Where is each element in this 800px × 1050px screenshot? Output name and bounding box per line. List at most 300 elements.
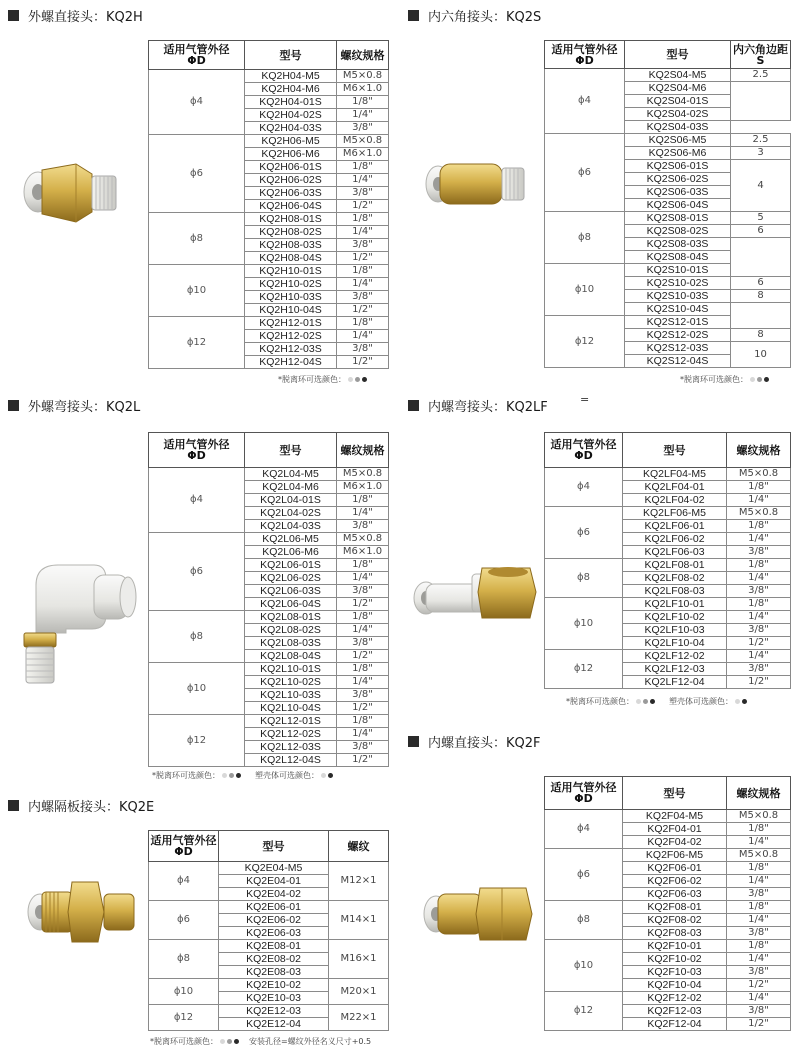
spec-cell: M20×1 xyxy=(329,979,389,1005)
model-cell: KQ2LF06-02 xyxy=(623,533,727,546)
spec-cell: M5×0.8 xyxy=(727,468,791,481)
spec-cell: 3/8" xyxy=(337,291,389,304)
model-cell: KQ2F04-M5 xyxy=(623,810,727,823)
color-dot-mid xyxy=(643,699,648,704)
tube-diameter-cell: ϕ4 xyxy=(545,69,625,134)
spec-cell: 1/8" xyxy=(337,161,389,174)
model-cell: KQ2S06-M5 xyxy=(625,134,731,147)
model-cell: KQ2L04-M5 xyxy=(245,468,337,481)
spec-cell: 1/8" xyxy=(337,96,389,109)
table-row xyxy=(545,598,791,611)
tube-diameter-cell: ϕ8 xyxy=(545,559,623,598)
spec-cell: 1/4" xyxy=(727,836,791,849)
model-cell: KQ2E08-03 xyxy=(219,966,329,979)
model-cell: KQ2H06-02S xyxy=(245,174,337,187)
kq2f-fitting-photo xyxy=(418,880,536,950)
spec-cell: 1/4" xyxy=(727,533,791,546)
table-row xyxy=(149,70,389,83)
model-cell: KQ2S10-04S xyxy=(625,303,731,316)
model-cell: KQ2H12-02S xyxy=(245,330,337,343)
color-dot-dark xyxy=(764,377,769,382)
model-cell: KQ2L12-01S xyxy=(245,715,337,728)
spec-cell: M12×1 xyxy=(329,862,389,901)
color-dot-mid xyxy=(757,377,762,382)
color-dot-dark xyxy=(742,699,747,704)
table-row xyxy=(545,901,791,914)
model-cell: KQ2LF12-04 xyxy=(623,676,727,689)
model-cell: KQ2L08-02S xyxy=(245,624,337,637)
model-cell: KQ2E06-02 xyxy=(219,914,329,927)
column-header: 型号 xyxy=(623,777,727,810)
spec-cell: 1/8" xyxy=(337,494,389,507)
color-dot-light xyxy=(636,699,641,704)
model-cell: KQ2H06-01S xyxy=(245,161,337,174)
spec-table-kq2l xyxy=(148,432,389,767)
model-cell: KQ2E12-04 xyxy=(219,1018,329,1031)
spec-cell: 5 xyxy=(731,212,791,225)
kq2lf-fitting-photo xyxy=(410,560,538,640)
spec-cell: 4 xyxy=(731,160,791,212)
model-cell: KQ2F10-03 xyxy=(623,966,727,979)
spec-cell: 6 xyxy=(731,225,791,238)
spec-cell: 1/4" xyxy=(337,330,389,343)
column-header: 适用气管外径 ΦD xyxy=(545,777,623,810)
model-cell: KQ2F10-02 xyxy=(623,953,727,966)
model-cell: KQ2F12-02 xyxy=(623,992,727,1005)
spec-cell: 1/2" xyxy=(337,200,389,213)
model-cell: KQ2H12-03S xyxy=(245,343,337,356)
model-cell: KQ2E10-03 xyxy=(219,992,329,1005)
spec-cell: 1/2" xyxy=(727,637,791,650)
kq2h-fitting-photo xyxy=(16,150,126,240)
spec-table-kq2s xyxy=(544,40,791,368)
column-header: 适用气管外径 ΦD xyxy=(149,433,245,468)
model-cell: KQ2F08-02 xyxy=(623,914,727,927)
column-header: 型号 xyxy=(623,433,727,468)
tube-diameter-cell: ϕ10 xyxy=(545,940,623,992)
table-row xyxy=(545,134,791,147)
table-row xyxy=(149,901,389,914)
color-dot-light xyxy=(222,773,227,778)
model-cell: KQ2F06-01 xyxy=(623,862,727,875)
spec-table-kq2lf xyxy=(544,432,791,689)
model-cell: KQ2S06-M6 xyxy=(625,147,731,160)
tube-diameter-cell: ϕ10 xyxy=(545,264,625,316)
model-cell: KQ2L06-M5 xyxy=(245,533,337,546)
spec-cell: M14×1 xyxy=(329,901,389,940)
tube-diameter-cell: ϕ12 xyxy=(149,715,245,767)
spec-cell: 1/8" xyxy=(727,862,791,875)
column-header: 型号 xyxy=(245,433,337,468)
model-cell: KQ2LF10-03 xyxy=(623,624,727,637)
spec-cell: 8 xyxy=(731,329,791,342)
tube-diameter-cell: ϕ12 xyxy=(149,1005,219,1031)
square-bullet-icon xyxy=(8,800,19,811)
model-cell: KQ2LF10-02 xyxy=(623,611,727,624)
spec-cell: 1/2" xyxy=(727,979,791,992)
spec-cell: 1/4" xyxy=(727,611,791,624)
spec-cell: M5×0.8 xyxy=(337,533,389,546)
tube-diameter-cell: ϕ8 xyxy=(545,212,625,264)
model-cell: KQ2E04-01 xyxy=(219,875,329,888)
spec-cell: 3/8" xyxy=(337,585,389,598)
spec-cell: 1/4" xyxy=(727,953,791,966)
spec-cell: 3/8" xyxy=(337,187,389,200)
spec-cell: 1/2" xyxy=(727,1018,791,1031)
note-kq2e: *脱离环可选颜色： 安装孔径=螺纹外径名义尺寸+0.5 xyxy=(150,1037,372,1046)
tube-diameter-cell: ϕ10 xyxy=(149,265,245,317)
model-cell: KQ2S08-01S xyxy=(625,212,731,225)
spec-cell: 1/2" xyxy=(337,304,389,317)
model-cell: KQ2F12-04 xyxy=(623,1018,727,1031)
spec-cell: 8 xyxy=(731,290,791,303)
model-cell: KQ2S06-01S xyxy=(625,160,731,173)
table-row xyxy=(545,810,791,823)
color-dot-dark xyxy=(362,377,367,382)
spec-cell: M6×1.0 xyxy=(337,83,389,96)
spec-cell: 1/8" xyxy=(727,520,791,533)
spec-cell: 1/8" xyxy=(337,265,389,278)
model-cell: KQ2S08-03S xyxy=(625,238,731,251)
model-cell: KQ2H06-04S xyxy=(245,200,337,213)
model-cell: KQ2S04-03S xyxy=(625,121,731,134)
model-cell: KQ2H04-01S xyxy=(245,96,337,109)
column-header: 螺纹规格 xyxy=(727,433,791,468)
square-bullet-icon xyxy=(8,400,19,411)
model-cell: KQ2LF08-01 xyxy=(623,559,727,572)
model-cell: KQ2S04-02S xyxy=(625,108,731,121)
spec-cell xyxy=(731,238,791,277)
spec-cell: 1/2" xyxy=(337,754,389,767)
spec-cell: 2.5 xyxy=(731,69,791,82)
model-cell: KQ2LF04-02 xyxy=(623,494,727,507)
model-cell: KQ2S04-M5 xyxy=(625,69,731,82)
spec-table-kq2f xyxy=(544,776,791,1031)
table-row xyxy=(545,507,791,520)
model-cell: KQ2E06-01 xyxy=(219,901,329,914)
model-cell: KQ2L06-M6 xyxy=(245,546,337,559)
spec-cell: 1/8" xyxy=(727,559,791,572)
model-cell: KQ2E10-02 xyxy=(219,979,329,992)
color-dot-dark xyxy=(234,1039,239,1044)
tube-diameter-cell: ϕ10 xyxy=(149,663,245,715)
spec-cell: 3/8" xyxy=(337,122,389,135)
column-header: 型号 xyxy=(625,41,731,69)
square-bullet-icon xyxy=(408,400,419,411)
spec-cell: 3/8" xyxy=(337,637,389,650)
model-cell: KQ2E08-02 xyxy=(219,953,329,966)
spec-cell: M6×1.0 xyxy=(337,481,389,494)
note-kq2h: *脱离环可选颜色： xyxy=(278,374,367,385)
model-cell: KQ2F08-01 xyxy=(623,901,727,914)
table-row xyxy=(149,663,389,676)
column-header: 适用气管外径 ΦD xyxy=(545,41,625,69)
table-row xyxy=(149,715,389,728)
model-cell: KQ2S08-04S xyxy=(625,251,731,264)
spec-cell: 1/4" xyxy=(337,109,389,122)
tube-diameter-cell: ϕ6 xyxy=(149,533,245,611)
spec-cell: M6×1.0 xyxy=(337,546,389,559)
model-cell: KQ2L12-04S xyxy=(245,754,337,767)
spec-cell: 1/2" xyxy=(337,252,389,265)
spec-cell: 1/4" xyxy=(337,728,389,741)
spec-cell: 1/8" xyxy=(337,317,389,330)
model-cell: KQ2F08-03 xyxy=(623,927,727,940)
model-cell: KQ2F04-01 xyxy=(623,823,727,836)
color-dot-light xyxy=(321,773,326,778)
model-cell: KQ2S04-01S xyxy=(625,95,731,108)
spec-cell: 1/4" xyxy=(337,676,389,689)
spec-cell: 3/8" xyxy=(727,927,791,940)
table-row xyxy=(149,213,389,226)
model-cell: KQ2H12-01S xyxy=(245,317,337,330)
column-header: 内六角边距 S xyxy=(731,41,791,69)
spec-cell: 1/8" xyxy=(727,598,791,611)
column-header: 螺纹规格 xyxy=(727,777,791,810)
kq2l-fitting-photo xyxy=(6,555,142,695)
spec-cell: 3 xyxy=(731,147,791,160)
model-cell: KQ2LF10-04 xyxy=(623,637,727,650)
spec-cell: 3/8" xyxy=(727,585,791,598)
table-row xyxy=(149,265,389,278)
model-cell: KQ2H08-03S xyxy=(245,239,337,252)
tube-diameter-cell: ϕ12 xyxy=(545,650,623,689)
spec-cell: 3/8" xyxy=(337,689,389,702)
table-row xyxy=(149,1005,389,1018)
table-row xyxy=(545,468,791,481)
spec-cell: 3/8" xyxy=(337,741,389,754)
model-cell: KQ2H06-03S xyxy=(245,187,337,200)
tube-diameter-cell: ϕ10 xyxy=(149,979,219,1005)
section-title-kq2h: 外螺直接头：KQ2H xyxy=(8,6,143,25)
spec-cell: 3/8" xyxy=(727,624,791,637)
spec-cell: 1/4" xyxy=(727,494,791,507)
spec-cell: 1/4" xyxy=(337,507,389,520)
spec-cell: 1/8" xyxy=(337,715,389,728)
note-kq2l: *脱离环可选颜色： 塑壳体可选颜色： xyxy=(152,770,333,781)
model-cell: KQ2S12-03S xyxy=(625,342,731,355)
model-cell: KQ2H08-02S xyxy=(245,226,337,239)
spec-cell: M5×0.8 xyxy=(727,849,791,862)
model-cell: KQ2L10-03S xyxy=(245,689,337,702)
tube-diameter-cell: ϕ4 xyxy=(149,862,219,901)
tube-diameter-cell: ϕ4 xyxy=(149,70,245,135)
spec-table-kq2h xyxy=(148,40,389,369)
model-cell: KQ2H08-01S xyxy=(245,213,337,226)
model-cell: KQ2LF12-03 xyxy=(623,663,727,676)
spec-cell: 1/8" xyxy=(337,213,389,226)
table-row xyxy=(545,69,791,82)
model-cell: KQ2E08-01 xyxy=(219,940,329,953)
model-cell: KQ2S12-04S xyxy=(625,355,731,368)
color-dot-dark xyxy=(236,773,241,778)
column-header: 适用气管外径 ΦD xyxy=(149,41,245,70)
spec-cell: 1/8" xyxy=(337,611,389,624)
model-cell: KQ2H06-M6 xyxy=(245,148,337,161)
spec-cell: M5×0.8 xyxy=(337,135,389,148)
spec-cell: 1/8" xyxy=(337,663,389,676)
color-dot-mid xyxy=(227,1039,232,1044)
model-cell: KQ2E04-02 xyxy=(219,888,329,901)
model-cell: KQ2L08-04S xyxy=(245,650,337,663)
column-header: 适用气管外径 ΦD xyxy=(545,433,623,468)
model-cell: KQ2L04-01S xyxy=(245,494,337,507)
model-cell: KQ2LF08-02 xyxy=(623,572,727,585)
model-cell: KQ2E12-03 xyxy=(219,1005,329,1018)
table-row xyxy=(149,979,389,992)
spec-cell: 1/8" xyxy=(727,940,791,953)
section-title-kq2lf: 内螺弯接头：KQ2LF xyxy=(408,396,548,415)
stray-mark: = xyxy=(580,393,590,406)
table-row xyxy=(545,940,791,953)
color-dot-light xyxy=(750,377,755,382)
model-cell: KQ2S12-01S xyxy=(625,316,731,329)
kq2s-fitting-photo xyxy=(418,150,530,220)
model-cell: KQ2F06-02 xyxy=(623,875,727,888)
table-row xyxy=(545,212,791,225)
spec-cell: 3/8" xyxy=(727,966,791,979)
model-cell: KQ2S12-02S xyxy=(625,329,731,342)
spec-cell: 1/2" xyxy=(337,598,389,611)
spec-cell: 1/2" xyxy=(727,676,791,689)
tube-diameter-cell: ϕ6 xyxy=(545,134,625,212)
model-cell: KQ2H10-04S xyxy=(245,304,337,317)
color-dot-light xyxy=(348,377,353,382)
note-kq2s: *脱离环可选颜色： xyxy=(680,374,769,385)
tube-diameter-cell: ϕ6 xyxy=(545,849,623,901)
model-cell: KQ2F04-02 xyxy=(623,836,727,849)
model-cell: KQ2H10-01S xyxy=(245,265,337,278)
spec-cell: 1/4" xyxy=(337,174,389,187)
spec-table-kq2e xyxy=(148,830,389,1031)
spec-cell: 6 xyxy=(731,277,791,290)
color-dot-dark xyxy=(650,699,655,704)
square-bullet-icon xyxy=(8,10,19,21)
spec-cell xyxy=(731,82,791,121)
kq2e-fitting-photo xyxy=(20,870,142,960)
color-dot-mid xyxy=(355,377,360,382)
model-cell: KQ2LF06-01 xyxy=(623,520,727,533)
square-bullet-icon xyxy=(408,736,419,747)
tube-diameter-cell: ϕ12 xyxy=(545,316,625,368)
table-row xyxy=(149,533,389,546)
model-cell: KQ2L06-02S xyxy=(245,572,337,585)
table-row xyxy=(545,650,791,663)
color-dot-light xyxy=(735,699,740,704)
model-cell: KQ2S10-02S xyxy=(625,277,731,290)
model-cell: KQ2H10-03S xyxy=(245,291,337,304)
column-header: 型号 xyxy=(219,831,329,862)
color-dot-mid xyxy=(229,773,234,778)
color-dot-light xyxy=(220,1039,225,1044)
model-cell: KQ2E06-03 xyxy=(219,927,329,940)
table-row xyxy=(149,940,389,953)
model-cell: KQ2S10-01S xyxy=(625,264,731,277)
table-row xyxy=(149,468,389,481)
spec-cell: 3/8" xyxy=(727,663,791,676)
model-cell: KQ2LF08-03 xyxy=(623,585,727,598)
section-title-kq2l: 外螺弯接头：KQ2L xyxy=(8,396,140,415)
spec-cell: M5×0.8 xyxy=(337,468,389,481)
spec-cell: 3/8" xyxy=(337,343,389,356)
tube-diameter-cell: ϕ8 xyxy=(149,213,245,265)
spec-cell: 1/4" xyxy=(727,992,791,1005)
spec-cell: 10 xyxy=(731,342,791,368)
model-cell: KQ2L06-03S xyxy=(245,585,337,598)
model-cell: KQ2L06-01S xyxy=(245,559,337,572)
table-row xyxy=(149,135,389,148)
model-cell: KQ2S06-04S xyxy=(625,199,731,212)
table-row xyxy=(545,992,791,1005)
tube-diameter-cell: ϕ8 xyxy=(149,940,219,979)
square-bullet-icon xyxy=(408,10,419,21)
model-cell: KQ2H04-M5 xyxy=(245,70,337,83)
spec-cell: 1/2" xyxy=(337,650,389,663)
model-cell: KQ2F06-M5 xyxy=(623,849,727,862)
model-cell: KQ2S10-03S xyxy=(625,290,731,303)
model-cell: KQ2E04-M5 xyxy=(219,862,329,875)
spec-cell: 1/4" xyxy=(727,572,791,585)
table-row xyxy=(149,611,389,624)
model-cell: KQ2LF10-01 xyxy=(623,598,727,611)
spec-cell: 1/4" xyxy=(337,624,389,637)
model-cell: KQ2L06-04S xyxy=(245,598,337,611)
spec-cell: 2.5 xyxy=(731,134,791,147)
spec-cell: M16×1 xyxy=(329,940,389,979)
spec-cell: 1/4" xyxy=(727,914,791,927)
model-cell: KQ2F10-01 xyxy=(623,940,727,953)
spec-cell: 1/8" xyxy=(727,481,791,494)
tube-diameter-cell: ϕ10 xyxy=(545,598,623,650)
model-cell: KQ2H10-02S xyxy=(245,278,337,291)
model-cell: KQ2L10-02S xyxy=(245,676,337,689)
model-cell: KQ2LF12-02 xyxy=(623,650,727,663)
tube-diameter-cell: ϕ4 xyxy=(545,468,623,507)
spec-cell: 1/8" xyxy=(727,823,791,836)
model-cell: KQ2S08-02S xyxy=(625,225,731,238)
spec-cell: M5×0.8 xyxy=(337,70,389,83)
model-cell: KQ2S06-02S xyxy=(625,173,731,186)
column-header: 型号 xyxy=(245,41,337,70)
color-dot-dark xyxy=(328,773,333,778)
model-cell: KQ2L04-02S xyxy=(245,507,337,520)
table-row xyxy=(545,849,791,862)
model-cell: KQ2L10-04S xyxy=(245,702,337,715)
spec-cell: 1/8" xyxy=(337,559,389,572)
spec-cell: M5×0.8 xyxy=(727,507,791,520)
spec-cell: 1/2" xyxy=(337,356,389,369)
model-cell: KQ2H04-02S xyxy=(245,109,337,122)
model-cell: KQ2S06-03S xyxy=(625,186,731,199)
spec-cell xyxy=(731,303,791,329)
table-row xyxy=(545,559,791,572)
model-cell: KQ2L12-02S xyxy=(245,728,337,741)
spec-cell: M22×1 xyxy=(329,1005,389,1031)
tube-diameter-cell: ϕ8 xyxy=(149,611,245,663)
model-cell: KQ2L04-03S xyxy=(245,520,337,533)
model-cell: KQ2H06-M5 xyxy=(245,135,337,148)
model-cell: KQ2F12-03 xyxy=(623,1005,727,1018)
note-kq2lf: *脱离环可选颜色： 塑壳体可选颜色： xyxy=(566,696,747,707)
spec-cell: 1/4" xyxy=(337,572,389,585)
tube-diameter-cell: ϕ4 xyxy=(545,810,623,849)
model-cell: KQ2LF06-M5 xyxy=(623,507,727,520)
spec-cell: 3/8" xyxy=(727,888,791,901)
tube-diameter-cell: ϕ12 xyxy=(545,992,623,1031)
tube-diameter-cell: ϕ6 xyxy=(149,901,219,940)
model-cell: KQ2H04-M6 xyxy=(245,83,337,96)
model-cell: KQ2L12-03S xyxy=(245,741,337,754)
